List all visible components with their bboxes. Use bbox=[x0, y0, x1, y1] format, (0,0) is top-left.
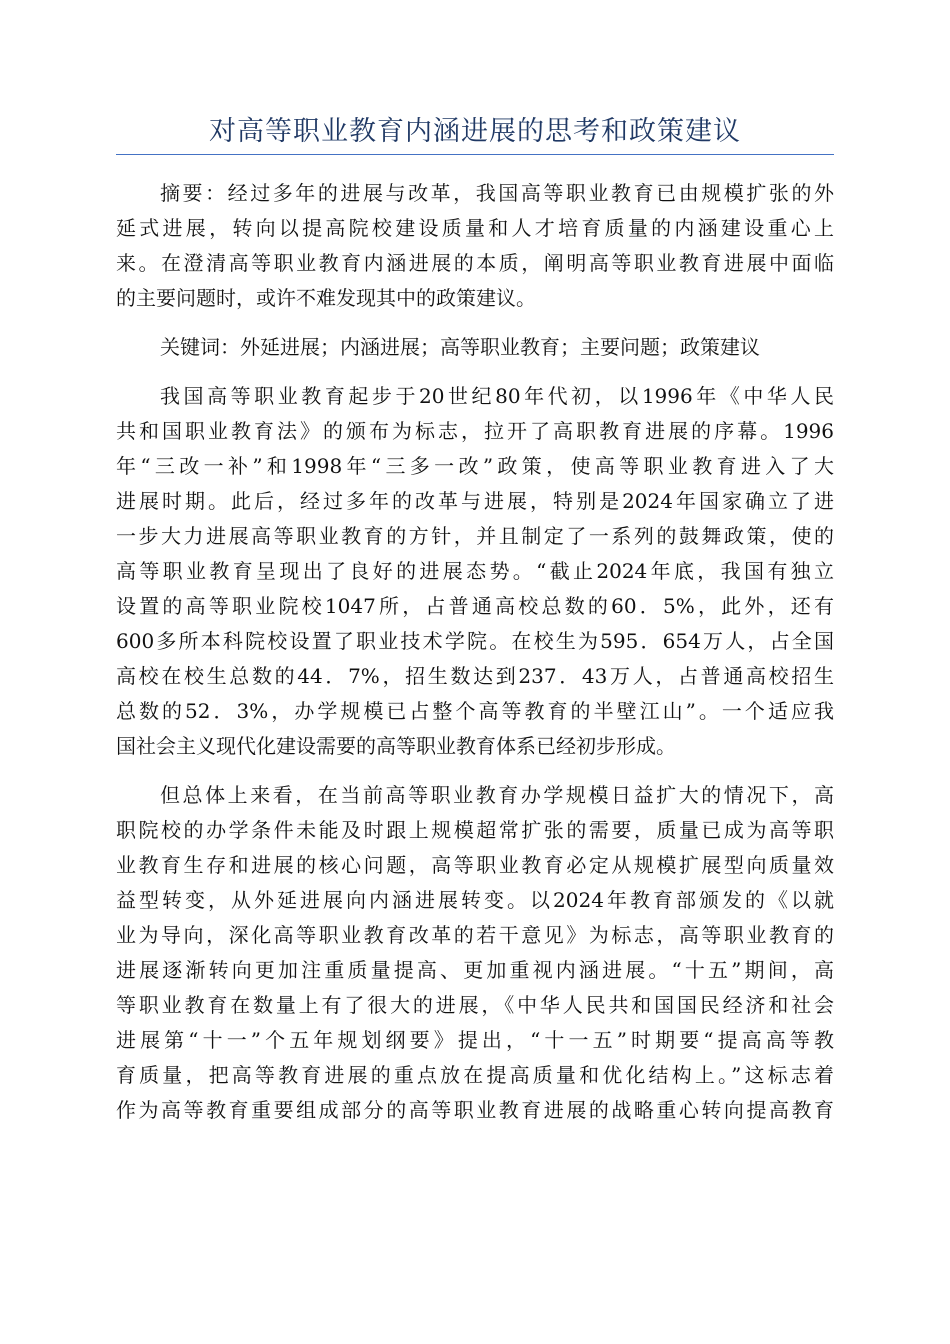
text-line: 高校在校生总数的44．7%，招生数达到237．43万人，占普通高校招生 bbox=[116, 664, 834, 688]
text-line: 摘要：经过多年的进展与改革，我国高等职业教育已由规模扩张的外 bbox=[160, 181, 834, 205]
title-underline bbox=[116, 154, 834, 155]
text-line: 进展第“十一”个五年规划纲要》提出，“十一五”时期要“提高高等教 bbox=[116, 1028, 834, 1052]
text-line: 进展时期。此后，经过多年的改革与进展，特别是2024年国家确立了进 bbox=[116, 489, 834, 513]
text-line: 育质量，把高等教育进展的重点放在提高质量和优化结构上。”这标志着 bbox=[116, 1063, 834, 1087]
text-line: 国社会主义现代化建设需要的高等职业教育体系已经初步形成。 bbox=[116, 734, 676, 758]
text-line: 来。在澄清高等职业教育内涵进展的本质，阐明高等职业教育进展中面临 bbox=[116, 251, 834, 275]
keywords-paragraph bbox=[116, 330, 834, 365]
text-line: 的主要问题时，或许不难发现其中的政策建议。 bbox=[116, 286, 536, 310]
text-line: 职院校的办学条件未能及时跟上规模超常扩张的需要，质量已成为高等职 bbox=[116, 818, 834, 842]
text-line: 业为导向，深化高等职业教育改革的若干意见》为标志，高等职业教育的 bbox=[116, 923, 834, 947]
text-line: 作为高等教育重要组成部分的高等职业教育进展的战略重心转向提高教育 bbox=[116, 1098, 834, 1122]
text-line: 益型转变，从外延进展向内涵进展转变。以2024年教育部颁发的《以就 bbox=[116, 888, 834, 912]
text-line: 进展逐渐转向更加注重质量提高、更加重视内涵进展。“十五”期间，高 bbox=[116, 958, 834, 982]
text-line: 等职业教育在数量上有了很大的进展，《中华人民共和国国民经济和社会 bbox=[116, 993, 834, 1017]
text-line: 延式进展，转向以提高院校建设质量和人才培育质量的内涵建设重心上 bbox=[116, 216, 834, 240]
text-line: 一步大力进展高等职业教育的方针，并且制定了一系列的鼓舞政策，使的 bbox=[116, 524, 834, 548]
document-body bbox=[116, 176, 834, 1142]
text-line: 总数的52．3%，办学规模已占整个高等教育的半壁江山”。一个适应我 bbox=[116, 699, 834, 723]
text-line: 但总体上来看，在当前高等职业教育办学规模日益扩大的情况下，高 bbox=[160, 783, 834, 807]
text-line: 业教育生存和进展的核心问题，高等职业教育必定从规模扩展型向质量效 bbox=[116, 853, 834, 877]
text-line: 年“三改一补”和1998年“三多一改”政策，使高等职业教育进入了大 bbox=[116, 454, 834, 478]
text-line: 高等职业教育呈现出了良好的进展态势。“截止2024年底，我国有独立 bbox=[116, 559, 834, 583]
text-line: 600多所本科院校设置了职业技术学院。在校生为595．654万人，占全国 bbox=[116, 629, 834, 653]
abstract-paragraph bbox=[116, 176, 834, 316]
body-paragraph-2 bbox=[116, 778, 834, 1128]
body-paragraph-1 bbox=[116, 379, 834, 764]
text-line: 我国高等职业教育起步于20世纪80年代初，以1996年《中华人民 bbox=[160, 384, 834, 408]
text-line: 共和国职业教育法》的颁布为标志，拉开了高职教育进展的序幕。1996 bbox=[116, 419, 834, 443]
document-title: 对高等职业教育内涵进展的思考和政策建议 bbox=[209, 116, 741, 147]
text-line: 关键词：外延进展；内涵进展；高等职业教育；主要问题；政策建议 bbox=[160, 335, 760, 359]
text-line: 设置的高等职业院校1047所，占普通高校总数的60．5%，此外，还有 bbox=[116, 594, 834, 618]
